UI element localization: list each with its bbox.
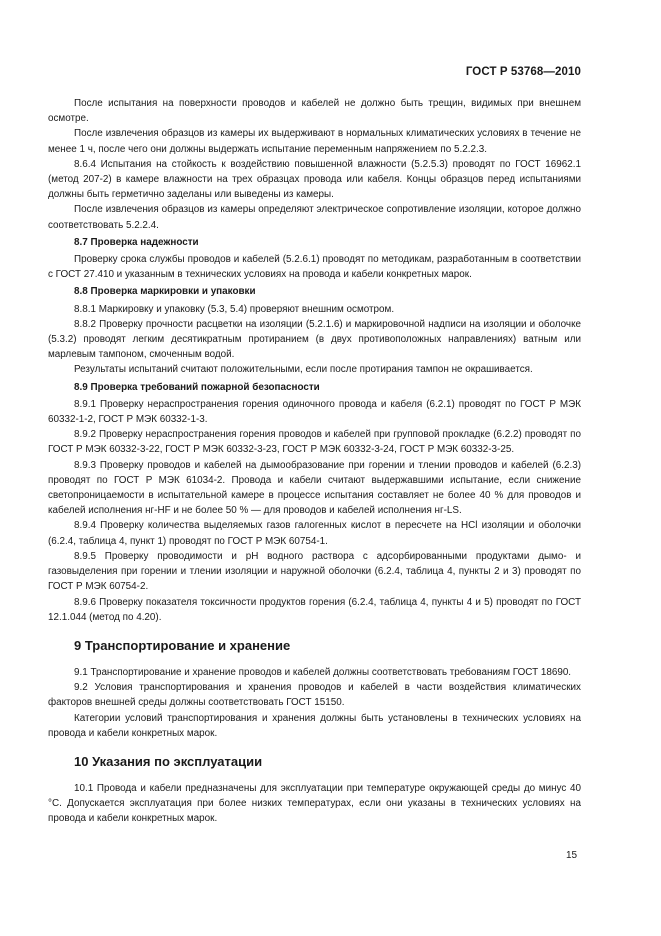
- paragraph: 8.6.4 Испытания на стойкость к воздействию повышенной влажности (5.2.5.3) проводят по ГОСТ 16962.1 (метод 207-2) в камере влажности на трех образцах провода или кабеля. Концы образцов перед испытаниями должны быть герметично заделаны или выведены из камеры.: [48, 158, 581, 201]
- paragraph: Результаты испытаний считают положительными, если после протирания тампон не окрашивается.: [74, 364, 533, 376]
- paragraph: Проверку срока службы проводов и кабелей (5.2.6.1) проводят по методикам, разработанным в соответствии с ГОСТ 27.410 и указанным в технических условиях на провода и кабели конкретных марок.: [48, 254, 581, 281]
- paragraph: 8.9.4 Проверку количества выделяемых газов галогенных кислот в пересчете на HCl изоляции и оболочки (6.2.4, таблица 4, пункт 1) проводят по ГОСТ Р МЭК 60754-1.: [48, 520, 581, 547]
- paragraph: 8.8.2 Проверку прочности расцветки на изоляции (5.2.1.6) и маркировочной надписи на изоляции и оболочке (5.3.2) проводят легким десятикратным протиранием (в двух противоположных направлениях) ватным или марлевым тампоном, смоченным водой.: [48, 318, 581, 361]
- document-code-header: ГОСТ Р 53768—2010: [465, 66, 581, 78]
- paragraph: 9.1 Транспортирование и хранение проводов и кабелей должны соответствовать требованиям ГОСТ 18690.: [74, 666, 572, 678]
- paragraph: 10.1 Провода и кабели предназначены для эксплуатации при температуре окружающей среды до минус 40 °С. Допускается эксплуатация при более низких температурах, если они указаны в технических условиях на провода и кабели конкретных марок.: [48, 782, 581, 825]
- section-heading-9: 9 Транспортирование и хранение: [74, 637, 291, 653]
- section-heading-8-7: 8.7 Проверка надежности: [74, 236, 199, 248]
- paragraph: 9.2 Условия транспортирования и хранения проводов и кабелей в части воздействия климатических факторов внешней среды должны соответствовать ГОСТ 15150.: [48, 682, 581, 709]
- section-heading-10: 10 Указания по эксплуатации: [74, 753, 263, 769]
- page-number: 15: [566, 850, 578, 861]
- paragraph: После испытания на поверхности проводов и кабелей не должно быть трещин, видимых при внешнем осмотре.: [48, 98, 581, 125]
- paragraph: 8.8.1 Маркировку и упаковку (5.3, 5.4) проверяют внешним осмотром.: [74, 303, 395, 315]
- document-body: [48, 96, 581, 827]
- paragraph: 8.9.5 Проверку проводимости и pH водного раствора с адсорбированными продуктами дымо- и газовыделения при горении и тлении изоляции и наружной оболочки (6.2.4, таблица 4, пункты 2 и 3) проводят по ГОСТ Р МЭК 60754-2.: [48, 550, 581, 593]
- paragraph: После извлечения образцов из камеры определяют электрическое сопротивление изоляции, которое должно соответствовать 5.2.2.4.: [48, 204, 581, 231]
- paragraph: Категории условий транспортирования и хранения должны быть установлены в технических условиях на провода и кабели конкретных марок.: [48, 712, 581, 739]
- paragraph: После извлечения образцов из камеры их выдерживают в нормальных климатических условиях в течение не менее 1 ч, после чего они должны выдержать испытание переменным напряжением по 5.2.2.3.: [48, 128, 581, 155]
- paragraph: 8.9.3 Проверку проводов и кабелей на дымообразование при горении и тлении проводов и кабелей (6.2.3) проводят по ГОСТ Р МЭК 61034-2. Провода и кабели считают выдержавшими испытание, если снижение светопроницаемости в испытательной камере в процессе испытания составляет не более 40 % для проводов и кабелей исполнения нг-HF и не более 50 % — для проводов и кабелей исполнения нг-LS.: [48, 459, 581, 517]
- section-heading-8-8: 8.8 Проверка маркировки и упаковки: [74, 286, 256, 298]
- paragraph: 8.9.6 Проверку показателя токсичности продуктов горения (6.2.4, таблица 4, пункты 4 и 5) проводят по ГОСТ 12.1.044 (метод по 4.20).: [48, 596, 581, 623]
- paragraph: 8.9.1 Проверку нераспространения горения одиночного провода и кабеля (6.2.1) проводят по ГОСТ Р МЭК 60332-1-2, ГОСТ Р МЭК 60332-1-3.: [48, 398, 581, 426]
- paragraph: 8.9.2 Проверку нераспространения горения проводов и кабелей при групповой прокладке (6.2.2) проводят по ГОСТ Р МЭК 60332-3-22, ГОСТ Р МЭК 60332-3-23, ГОСТ Р МЭК 60332-3-24, ГОСТ Р МЭК 60332-3-25.: [48, 429, 581, 456]
- section-heading-8-9: 8.9 Проверка требований пожарной безопасности: [74, 381, 320, 393]
